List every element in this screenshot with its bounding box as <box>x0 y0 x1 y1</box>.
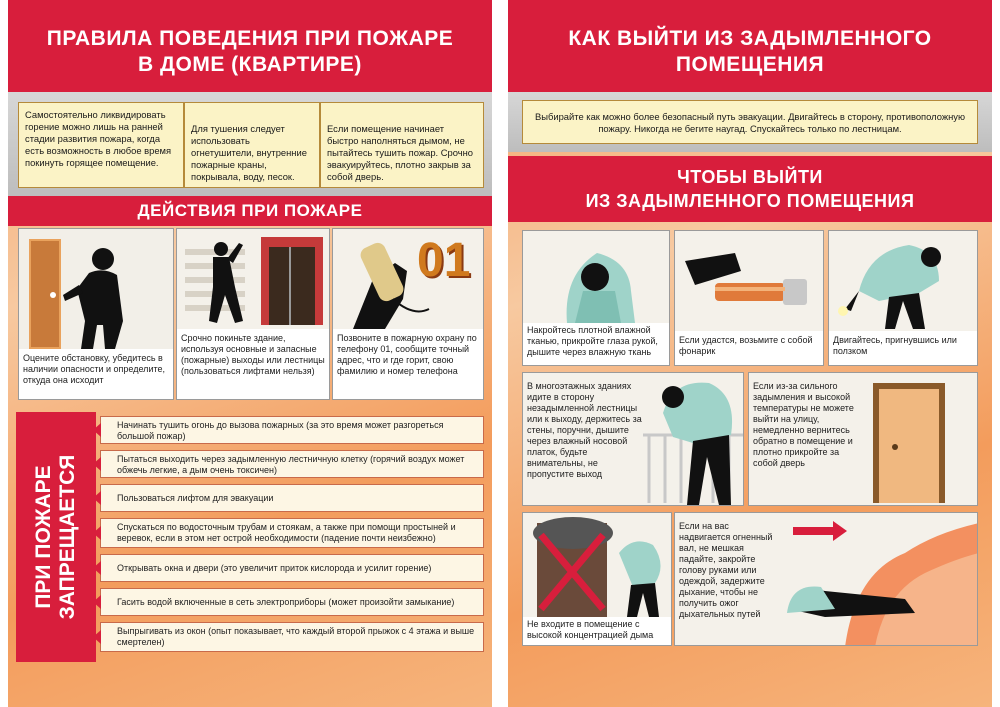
left-title-line2: В ДОМЕ (КВАРТИРЕ) <box>138 53 362 76</box>
right-title-band <box>508 0 992 92</box>
left-note-1: Самостоятельно ликвидировать горение можно лишь на ранней стадии развития пожара, когда есть возможность в любое время покинуть горящее помещение. <box>18 102 184 188</box>
tip-caption-crouch: Двигайтесь, пригнувшись или ползком <box>833 335 957 356</box>
forbidden-item-2: Пытаться выходить через задымленную лестничную клетку (горячий воздух может обжечь легкие, а дым очень токсичен) <box>100 450 484 478</box>
left-title-line1: ПРАВИЛА ПОВЕДЕНИЯ ПРИ ПОЖАРЕ <box>46 27 454 50</box>
forbidden-item-7: Выпрыгивать из окон (опыт показывает, что каждый второй прыжок с 4 этажа и выше смертелен) <box>100 622 484 652</box>
right-title-line1: КАК ВЫЙТИ ИЗ ЗАДЫМЛЕННОГО <box>568 27 932 50</box>
person-at-door-icon <box>19 229 174 349</box>
left-note-3: Если помещение начинает быстро наполняться дымом, не пытайтесь тушить пожар. Срочно эвакуируйтесь, плотно закрыв за собой дверь. <box>320 102 484 188</box>
phone-number: 01 <box>417 234 471 287</box>
forbidden-item-3: Пользоваться лифтом для эвакуации <box>100 484 484 512</box>
person-wet-cloth-icon <box>523 231 670 323</box>
right-sub-title-line2: ИЗ ЗАДЫМЛЕННОГО ПОМЕЩЕНИЯ <box>585 191 915 211</box>
forbidden-title <box>16 412 96 662</box>
left-title-band <box>8 0 492 92</box>
tip-caption-cloth: Накройтесь плотной влажной тканью, прикройте глаза рукой, дышите через влажную ткань <box>527 325 658 357</box>
right-sub-title-line1: ЧТОБЫ ВЫЙТИ <box>677 167 823 187</box>
tip-caption-stairs: В многоэтажных зданиях идите в сторону незадымленной лестницы или к выходу, держитесь за стены, поручни, дышите через влажный носовой платок, будьте внимательны, не пропустите выход <box>527 381 642 479</box>
escape-stairs-icon <box>177 229 330 329</box>
tip-card-cloth <box>522 230 670 366</box>
tip-card-flashlight <box>674 230 824 366</box>
tip-caption-flashlight: Если удастся, возьмите с собой фонарик <box>679 335 813 356</box>
action-card-call <box>332 228 484 400</box>
action-caption-assess: Оцените обстановку, убедитесь в наличии опасности и определите, откуда она исходит <box>23 353 165 385</box>
actions-title-band <box>8 196 492 226</box>
action-caption-call: Позвоните в пожарную охрану по телефону 01, сообщите точный адрес, что и где горит, свою фамилию и номер телефона <box>337 333 477 376</box>
right-title-line2: ПОМЕЩЕНИЯ <box>675 53 825 76</box>
tip-card-return <box>748 372 978 506</box>
tip-caption-fire-wave: Если на вас надвигается огненный вал, не мешкая падайте, закройте голову руками или одеждой, задержите дыхание, чтобы не получить ожог дыхательных путей <box>679 521 773 619</box>
tip-card-crouch <box>828 230 978 366</box>
forbidden-item-6: Гасить водой включенные в сеть электроприборы (может произойти замыкание) <box>100 588 484 616</box>
actions-title: ДЕЙСТВИЯ ПРИ ПОЖАРЕ <box>137 201 363 220</box>
action-card-leave <box>176 228 330 400</box>
forbidden-title-line1: ПРИ ПОЖАРЕ <box>32 465 55 609</box>
action-card-assess <box>18 228 174 400</box>
person-crouching-icon <box>829 231 978 331</box>
right-sub-title-band <box>508 156 992 222</box>
tip-card-stairs <box>522 372 744 506</box>
no-entry-smoke-icon <box>523 513 672 617</box>
flashlight-icon <box>675 231 824 331</box>
left-poster <box>8 0 492 707</box>
left-note-2: Для тушения следует использовать огнетушители, внутренние пожарные краны, покрывала, воду, песок. <box>184 102 320 188</box>
right-note: Выбирайте как можно более безопасный путь эвакуации. Двигайтесь в сторону, противоположную пожару. Никогда не бегите наугад. Спускайтесь только по лестницам. <box>522 100 978 144</box>
forbidden-item-1: Начинать тушить огонь до вызова пожарных (за это время может разгореться большой пожар) <box>100 416 484 444</box>
action-caption-leave: Срочно покиньте здание, используя основные и запасные (пожарные) выходы или лестницы (пользоваться лифтами нельзя) <box>181 333 325 376</box>
tip-card-smoke-room <box>522 512 672 646</box>
forbidden-item-4: Спускаться по водосточным трубам и стоякам, а также при помощи простыней и веревок, если в этом нет острой необходимости (падение почти неизбежно) <box>100 518 484 548</box>
forbidden-title-band <box>16 412 96 662</box>
tip-card-fire-wave <box>674 512 978 646</box>
tip-caption-smoke-room: Не входите в помещение с высокой концентрацией дыма <box>527 619 654 640</box>
forbidden-item-5: Открывать окна и двери (это увеличит приток кислорода и усилит горение) <box>100 554 484 582</box>
forbidden-title-line2: ЗАПРЕЩАЕТСЯ <box>56 454 79 620</box>
right-poster <box>508 0 992 707</box>
tip-caption-return: Если из-за сильного задымления и высокой температуры не можете выйти на улицу, немедленно вернитесь обратно в помещение и плотно прикройте за собой дверь <box>753 381 854 468</box>
